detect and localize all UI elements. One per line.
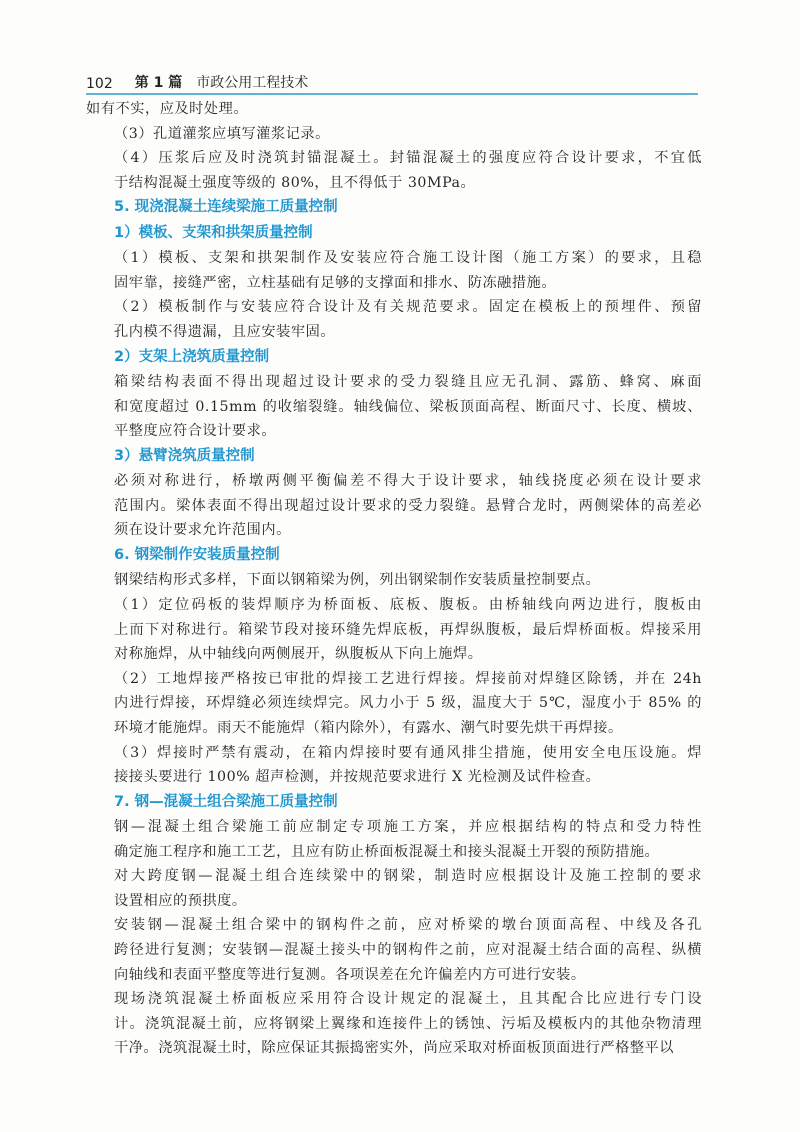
- text-line: 设置相应的预拱度。: [114, 892, 247, 909]
- text-line: 必须对称进行，桥墩两侧平衡偏差不得大于设计要求，轴线挠度必须在设计要求: [114, 473, 702, 490]
- text-line: 干净。浇筑混凝土时，除应保证其振捣密实外，尚应采取对桥面板顶面进行严格整平以: [114, 1040, 675, 1057]
- paragraph: [86, 815, 702, 864]
- text-line: 环境才能施焊。雨天不能施焊（箱内除外），有露水、潮气时要先烘干再焊接。: [114, 719, 623, 736]
- body-text: [86, 97, 702, 1061]
- section-heading: 1）模板、支架和拱架质量控制: [114, 224, 313, 241]
- section-heading: 7. 钢—混凝土组合梁施工质量控制: [114, 793, 338, 810]
- text-line: （1）定位码板的装焊顺序为桥面板、底板、腹板。由桥轴线向两边进行，腹板由: [114, 596, 702, 613]
- text-line: （3）孔道灌浆应填写灌浆记录。: [114, 125, 330, 142]
- section-heading: 6. 钢梁制作安装质量控制: [114, 546, 280, 563]
- text-line: 范围内。梁体表面不得出现超过设计要求的受力裂缝。悬臂合龙时，两侧梁体的高差必: [114, 497, 702, 514]
- paragraph: [86, 469, 702, 543]
- page-number: 102: [86, 76, 113, 92]
- text-line: 于结构混凝土强度等级的 80%，且不得低于 30MPa。: [114, 174, 476, 191]
- text-line: 现场浇筑混凝土桥面板应采用符合设计规定的混凝土，且其配合比应进行专门设: [114, 991, 702, 1008]
- paragraph: [86, 146, 702, 195]
- text-line: 计。浇筑混凝土前，应将钢梁上翼缘和连接件上的锈蚀、污垢及模板内的其他杂物清理: [114, 1015, 702, 1032]
- part-title: 市政公用工程技术: [196, 75, 309, 91]
- text-line: 接接头要进行 100% 超声检测，并按规范要求进行 X 光检测及试件检查。: [114, 769, 601, 786]
- text-line: （3）焊接时严禁有震动，在箱内焊接时要有通风排尘措施，使用安全电压设施。焊: [114, 744, 702, 761]
- text-line: 须在设计要求允许范围内。: [114, 522, 291, 539]
- text-line: 如有不实，应及时处理。: [86, 101, 249, 117]
- section-heading: 2）支架上浇筑质量控制: [114, 348, 270, 365]
- paragraph: [86, 987, 702, 1061]
- section-heading: 3）悬臂浇筑质量控制: [114, 447, 255, 464]
- paragraph: [86, 97, 702, 122]
- paragraph: [86, 370, 702, 444]
- text-line: 上而下对称进行。箱梁节段对接环缝先焊底板，再焊纵腹板，最后焊桥面板。焊接采用: [114, 621, 702, 638]
- text-line: 固牢靠，接缝严密，立柱基础有足够的支撑面和排水、防冻融措施。: [114, 274, 557, 291]
- text-line: 和宽度超过 0.15mm 的收缩裂缝。轴线偏位、梁板顶面高程、断面尺寸、长度、横坡、: [114, 398, 702, 415]
- text-line: （2）模板制作与安装应符合设计及有关规范要求。固定在模板上的预埋件、预留: [114, 299, 702, 316]
- text-line: 钢—混凝土组合梁施工前应制定专项施工方案，并应根据结构的特点和受力特性: [114, 819, 702, 836]
- paragraph: [86, 593, 702, 667]
- text-line: 钢梁结构形式多样，下面以钢箱梁为例，列出钢梁制作安装质量控制要点。: [114, 572, 601, 589]
- text-line: （1）模板、支架和拱架制作及安装应符合施工设计图（施工方案）的要求，且稳: [114, 250, 702, 267]
- text-line: 确定施工程序和施工工艺，且应有防止桥面板混凝土和接头混凝土开裂的预防措施。: [114, 843, 660, 860]
- text-line: 向轴线和表面平整度等进行复测。各项误差在允许偏差内方可进行安装。: [114, 966, 586, 983]
- paragraph: [86, 122, 702, 147]
- paragraph: [86, 295, 702, 344]
- part-label: 第 1 篇: [134, 75, 183, 91]
- paragraph: [86, 913, 702, 987]
- running-header: [86, 66, 706, 92]
- paragraph: [86, 667, 702, 741]
- text-line: 安装钢—混凝土组合梁中的钢构件之前，应对桥梁的墩台顶面高程、中线及各孔: [114, 917, 702, 934]
- text-line: 内进行焊接，环焊缝必须连续焊完。风力小于 5 级，温度大于 5℃，湿度小于 85% 的: [114, 695, 702, 712]
- text-line: 对大跨度钢—混凝土组合连续梁中的钢梁，制造时应根据设计及施工控制的要求: [114, 868, 702, 885]
- text-line: 对称施焊，从中轴线向两侧展开，纵腹板从下向上施焊。: [114, 646, 483, 663]
- text-line: 跨径进行复测；安装钢—混凝土接头中的钢构件之前，应对混凝土结合面的高程、纵横: [114, 942, 702, 959]
- paragraph: [86, 741, 702, 790]
- header-rule: [86, 93, 698, 95]
- text-line: （4）压浆后应及时浇筑封锚混凝土。封锚混凝土的强度应符合设计要求，不宜低: [114, 150, 702, 167]
- section-heading: 5. 现浇混凝土连续梁施工质量控制: [114, 199, 338, 216]
- text-line: 平整度应符合设计要求。: [114, 423, 277, 440]
- text-line: 箱梁结构表面不得出现超过设计要求的受力裂缝且应无孔洞、露筋、蜂窝、麻面: [114, 373, 702, 390]
- text-line: （2）工地焊接严格按已审批的焊接工艺进行焊接。焊接前对焊缝区除锈，并在 24h: [114, 670, 702, 687]
- text-line: 孔内模不得遗漏，且应安装牢固。: [114, 323, 336, 340]
- paragraph: [86, 568, 702, 593]
- paragraph: [86, 246, 702, 295]
- paragraph: [86, 864, 702, 913]
